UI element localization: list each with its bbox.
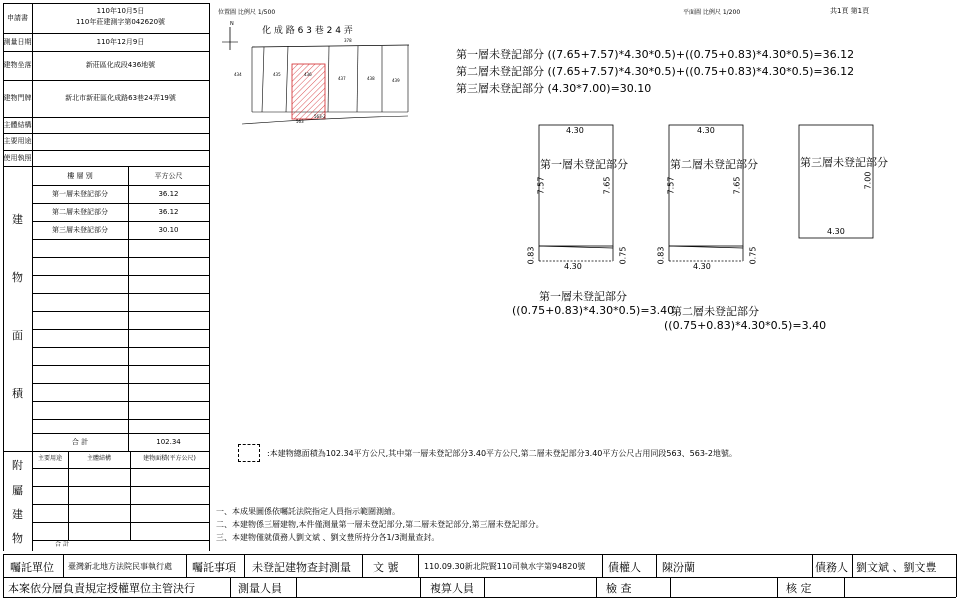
area-vertical-label: 物 xyxy=(12,270,23,284)
application-date: 110年10月5日 xyxy=(96,6,145,15)
sub-calc-formula: ((0.75+0.83)*4.30*0.5)=3.40 xyxy=(664,319,827,332)
area-row-floor: 第三層未登記部分 xyxy=(52,225,108,234)
creditor-label: 債權人 xyxy=(608,561,641,574)
sub-calc-formula: ((0.75+0.83)*4.30*0.5)=3.40 xyxy=(512,304,675,317)
remark-line: 三、本建物僅就債務人劉文斌 、劉文豊所持分各1/3測量查封。 xyxy=(216,533,440,542)
plan-title: 第二層未登記部分 xyxy=(670,158,758,171)
area-vertical-label: 積 xyxy=(12,386,23,400)
debtor-value: 劉文斌 、劉文豊 xyxy=(856,561,937,574)
remark-line: 一、本成果圖係依囑託法院指定人員指示範圍測繪。 xyxy=(216,507,400,516)
dimension-label: 4.30 xyxy=(564,262,582,271)
structure-label: 主體結構 xyxy=(3,120,32,129)
lot-number: 563-2 xyxy=(314,114,326,119)
lot-number: 434 xyxy=(234,72,242,77)
dimension-label: 7.65 xyxy=(602,176,612,195)
entrust-unit-label: 囑託單位 xyxy=(10,561,54,574)
annex-header-use: 主要用途 xyxy=(37,455,62,463)
lot-number: 435 xyxy=(273,72,281,77)
remark-line: 二、本建物係三層建物,本件僅測量第一層未登記部分,第二層未登記部分,第三層未登記部分。 xyxy=(216,520,544,529)
plan-scale-label: 平面圖 比例尺 1/200 xyxy=(683,9,741,16)
inspect-label: 檢 查 xyxy=(606,582,632,595)
annex-header-struct: 主體結構 xyxy=(86,455,111,463)
application-label: 申請書 xyxy=(7,13,28,22)
responsibility-note: 本案依分層負責規定授權單位主管決行 xyxy=(8,582,195,595)
dimension-label: 7.57 xyxy=(536,176,546,195)
dimension-label: 4.30 xyxy=(566,126,584,135)
total-label: 合 計 xyxy=(71,437,89,446)
dimension-label: 4.30 xyxy=(697,126,715,135)
creditor-value: 陳汾蘭 xyxy=(662,561,695,574)
annex-vertical-label: 建 xyxy=(12,507,23,521)
use-label: 主要用途 xyxy=(3,137,32,146)
lot-number: 436 xyxy=(304,72,312,77)
plan-title: 第三層未登記部分 xyxy=(800,156,888,169)
legend-dashed-box xyxy=(238,444,260,462)
annex-total-label: 合 計 xyxy=(55,541,69,549)
area-header-floor: 樓 層 別 xyxy=(67,172,93,181)
doc-no-label: 文 號 xyxy=(373,561,399,574)
location-map-label: 位置圖 比例尺 1/500 xyxy=(218,9,276,16)
area-vertical-label: 建 xyxy=(12,212,23,226)
area-calculation: 第三層未登記部分 (4.30*7.00)=30.10 xyxy=(456,82,652,95)
sub-calc-title: 第一層未登記部分 xyxy=(539,290,627,303)
road-name: 化 成 路 6 3 巷 2 4 弄 xyxy=(262,26,353,36)
location-value: 新莊區化成段436地號 xyxy=(85,61,156,70)
annex-vertical-label: 屬 xyxy=(12,483,23,497)
entrust-item-value: 未登記建物查封測量 xyxy=(252,561,351,574)
location-map xyxy=(214,12,414,137)
dimension-label: 0.83 xyxy=(656,246,666,265)
page-indicator: 共1頁 第1頁 xyxy=(830,7,870,15)
debtor-label: 債務人 xyxy=(815,561,848,574)
dimension-label: 7.57 xyxy=(666,176,676,195)
plan-title: 第一層未登記部分 xyxy=(540,158,628,171)
dimension-label: 7.65 xyxy=(732,176,742,195)
door-label: 建物門牌 xyxy=(3,94,32,103)
lot-number: 563 xyxy=(296,119,304,124)
doc-no-value: 110.09.30新北院賢110司執水字第94820號 xyxy=(424,562,586,571)
area-row-value: 36.12 xyxy=(158,189,179,198)
dimension-label: 4.30 xyxy=(827,227,845,236)
north-label: N xyxy=(230,21,234,27)
annex-vertical-label: 附 xyxy=(12,458,23,472)
area-calculation: 第二層未登記部分 ((7.65+7.57)*4.30*0.5)+((0.75+0.83)*4.30*0.5)=36.12 xyxy=(456,65,855,78)
entrust-unit-value: 臺灣新北地方法院民事執行處 xyxy=(68,562,172,571)
location-label: 建物坐落 xyxy=(3,61,32,70)
area-calculation: 第一層未登記部分 ((7.65+7.57)*4.30*0.5)+((0.75+0.83)*4.30*0.5)=36.12 xyxy=(456,48,855,61)
dimension-label: 0.75 xyxy=(748,246,758,265)
dimension-label: 0.83 xyxy=(526,246,536,265)
entrust-item-label: 囑託事項 xyxy=(192,561,236,574)
application-number: 110年莊建測字第042620號 xyxy=(75,17,166,26)
lot-number: 438 xyxy=(367,76,375,81)
area-row-floor: 第一層未登記部分 xyxy=(52,189,108,198)
total-value: 102.34 xyxy=(156,437,181,446)
survey-date-label: 測量日期 xyxy=(3,37,32,46)
lot-number: 378 xyxy=(344,38,352,43)
area-row-value: 36.12 xyxy=(158,207,179,216)
survey-date: 110年12月9日 xyxy=(96,37,145,46)
dimension-label: 7.00 xyxy=(863,171,873,190)
legend-note: :本建物總面積為102.34平方公尺,其中第一層未登記部分3.40平方公尺,第二層未登記部分3.40平方公尺占用同段563、563-2地號。 xyxy=(267,449,737,458)
rechecker-label: 複算人員 xyxy=(430,582,474,595)
door-value: 新北市新莊區化成路63巷24弄19號 xyxy=(65,94,176,103)
annex-header-area: 建物面積(平方公尺) xyxy=(143,455,196,463)
area-vertical-label: 面 xyxy=(12,328,23,342)
license-label: 使用執照 xyxy=(3,153,32,162)
dimension-label: 4.30 xyxy=(693,262,711,271)
lot-number: 439 xyxy=(392,78,400,83)
surveyor-label: 測量人員 xyxy=(238,582,282,595)
lot-number: 437 xyxy=(338,76,346,81)
area-row-floor: 第二層未登記部分 xyxy=(52,207,108,216)
area-header-sqm: 平方公尺 xyxy=(154,172,183,181)
area-row-value: 30.10 xyxy=(158,225,179,234)
approve-label: 核 定 xyxy=(786,582,812,595)
sub-calc-title: 第二層未登記部分 xyxy=(671,305,759,318)
dimension-label: 0.75 xyxy=(618,246,628,265)
annex-vertical-label: 物 xyxy=(12,531,23,545)
